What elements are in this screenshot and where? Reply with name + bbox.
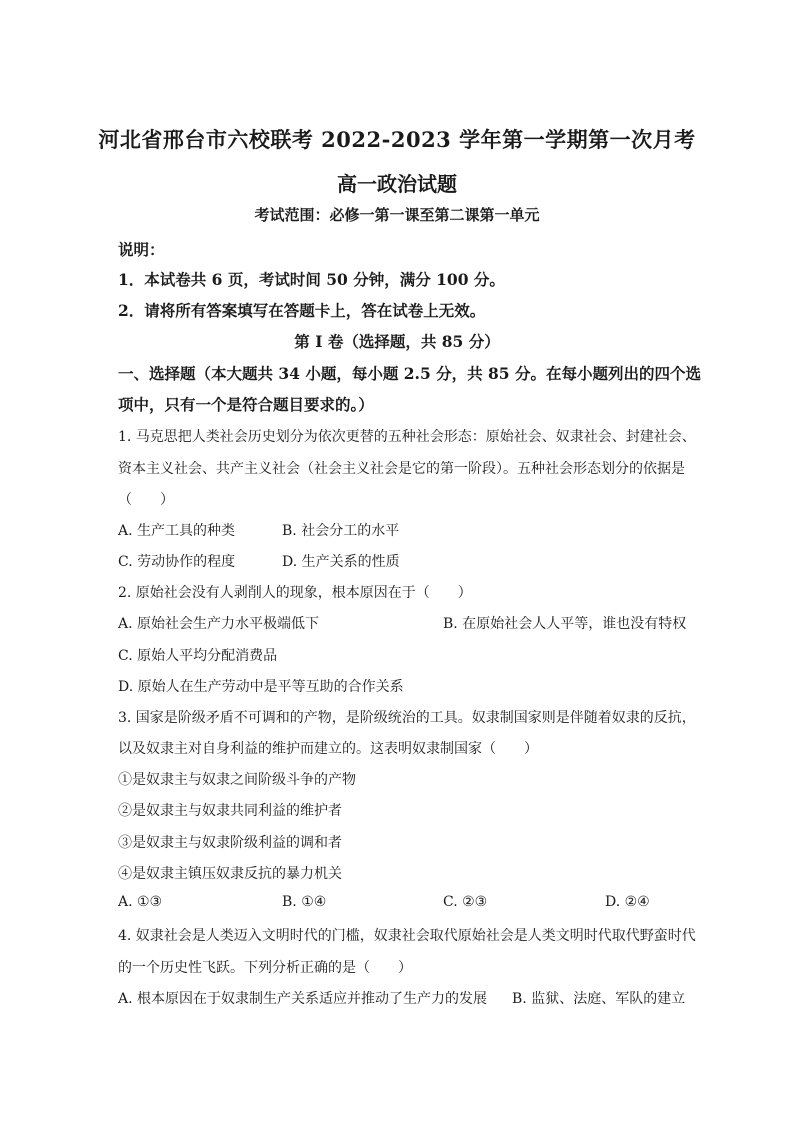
answer-option: B. 在原始社会人人平等，谁也没有特权	[443, 616, 687, 632]
answer-option: A. 原始社会生产力水平极端低下	[118, 616, 320, 632]
statement-item: ③是奴隶主与奴隶阶级利益的调和者	[118, 835, 342, 851]
statement-item: ②是奴隶主与奴隶共同利益的维护者	[118, 803, 342, 819]
instructions-heading: 说明：	[118, 240, 165, 259]
question-text: 3. 国家是阶级矛盾不可调和的产物，是阶级统治的工具。奴隶制国家则是伴随着奴隶的反抗，	[118, 710, 696, 726]
question-text: 4. 奴隶社会是人类迈入文明时代的门槛，奴隶社会取代原始社会是人类文明时代取代野蛮时代	[118, 928, 696, 944]
answer-option: A. 生产工具的种类	[118, 523, 236, 539]
statement-item: ①是奴隶主与奴隶之间阶级斗争的产物	[118, 772, 356, 788]
answer-option: B. 社会分工的水平	[282, 523, 400, 539]
statement-item: ④是奴隶主镇压奴隶反抗的暴力机关	[118, 866, 342, 882]
answer-option: B. 监狱、法庭、军队的建立	[512, 991, 686, 1007]
question-text: 的一个历史性飞跃。下列分析正确的是（ ）	[118, 960, 412, 976]
answer-option: A. 根本原因在于奴隶制生产关系适应并推动了生产力的发展	[118, 991, 488, 1007]
page-subtitle: 高一政治试题	[337, 172, 457, 196]
answer-option: D. 原始人在生产劳动中是平等互助的合作关系	[118, 679, 404, 695]
section-title: 第 I 卷（选择题，共 85 分）	[294, 332, 500, 351]
answer-option: B. ①④	[282, 894, 327, 910]
question-text: 2. 原始社会没有人剥削人的现象，根本原因在于（ ）	[118, 585, 472, 601]
answer-option: C. ②③	[443, 894, 488, 910]
section-intro: 项中，只有一个是符合题目要求的。）	[118, 395, 374, 414]
section-intro: 一、选择题（本大题共 34 小题，每小题 2.5 分，共 85 分。在每小题列出的四个选	[118, 364, 701, 383]
instruction-item: 2．请将所有答案填写在答题卡上，答在试卷上无效。	[118, 301, 486, 320]
answer-option: C. 原始人平均分配消费品	[118, 648, 278, 664]
exam-scope: 考试范围：必修一第一课至第二课第一单元	[254, 206, 540, 224]
question-text: 资本主义社会、共产主义社会（社会主义社会是它的第一阶段）。五种社会形态划分的依据是	[118, 461, 685, 477]
question-text: 以及奴隶主对自身利益的维护而建立的。这表明奴隶制国家（ ）	[118, 741, 538, 757]
page-title: 河北省邢台市六校联考 2022-2023 学年第一学期第一次月考	[98, 127, 696, 152]
answer-option: D. ②④	[605, 894, 650, 910]
question-text: （ ）	[118, 492, 174, 508]
answer-option: A. ①③	[118, 894, 163, 910]
instruction-item: 1．本试卷共 6 页，考试时间 50 分钟，满分 100 分。	[118, 270, 505, 289]
answer-option: C. 劳动协作的程度	[118, 554, 236, 570]
answer-option: D. 生产关系的性质	[282, 554, 400, 570]
question-text: 1. 马克思把人类社会历史划分为依次更替的五种社会形态：原始社会、奴隶社会、封建社会、	[118, 429, 696, 445]
